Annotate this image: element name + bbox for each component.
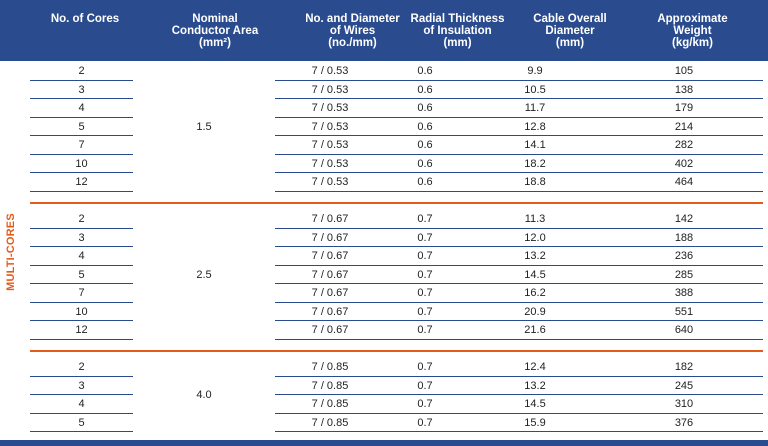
header-label: Nominal Conductor Area (mm²) <box>171 13 259 49</box>
cell-wires: 7 / 0.85 <box>311 416 349 429</box>
cell-insulation: 0.6 <box>417 65 433 77</box>
cell-cores: 2 <box>78 65 85 77</box>
cell-wires: 7 / 0.67 <box>311 268 349 281</box>
header-label: Cable Overall Diameter (mm) <box>533 13 607 49</box>
table-row <box>30 99 763 118</box>
cell-diameter: 14.5 <box>524 398 546 410</box>
cell-wires: 7 / 0.53 <box>311 102 349 114</box>
cell-insulation: 0.7 <box>417 416 433 429</box>
cell-insulation: 0.7 <box>417 361 433 373</box>
cell-diameter: 11.3 <box>524 213 546 225</box>
cell-wires: 7 / 0.67 <box>311 250 349 262</box>
cell-weight: 376 <box>674 416 694 429</box>
cell-diameter: 13.2 <box>524 250 546 262</box>
cell-wires: 7 / 0.53 <box>311 157 349 170</box>
cell-insulation: 0.6 <box>417 157 433 170</box>
table-row <box>30 321 763 340</box>
table-row <box>30 414 763 433</box>
table-row <box>30 229 763 248</box>
cell-weight: 138 <box>674 83 694 96</box>
group-separator <box>30 202 763 204</box>
cell-diameter: 20.9 <box>524 305 546 318</box>
cell-insulation: 0.7 <box>417 250 433 262</box>
cell-diameter: 11.7 <box>524 102 546 114</box>
cell-diameter: 15.9 <box>524 416 546 429</box>
group-separator <box>30 350 763 352</box>
table-row <box>30 81 763 100</box>
cell-cores: 12 <box>75 176 88 188</box>
cell-cores: 5 <box>78 416 85 429</box>
cell-wires: 7 / 0.53 <box>311 83 349 96</box>
row-rule <box>275 191 763 192</box>
cell-cores: 10 <box>75 157 88 170</box>
cell-wires: 7 / 0.67 <box>311 287 349 299</box>
cell-weight: 640 <box>674 324 694 336</box>
row-rule <box>275 339 763 340</box>
cell-diameter: 21.6 <box>524 324 546 336</box>
cell-cores: 3 <box>78 231 85 244</box>
cell-weight: 142 <box>674 213 694 225</box>
cell-diameter: 12.0 <box>524 231 546 244</box>
cell-wires: 7 / 0.53 <box>311 176 349 188</box>
cell-conductor-area: 2.5 <box>196 268 212 281</box>
table-row <box>30 62 763 81</box>
cell-diameter: 16.2 <box>524 287 546 299</box>
table-row <box>30 247 763 266</box>
header-label: Radial Thickness of Insulation (mm) <box>410 13 505 49</box>
cell-weight: 402 <box>674 157 694 170</box>
table-row <box>30 284 763 303</box>
table-header <box>0 0 768 61</box>
cell-insulation: 0.7 <box>417 268 433 281</box>
cell-insulation: 0.7 <box>417 213 433 225</box>
cell-wires: 7 / 0.85 <box>311 379 349 392</box>
cell-weight: 282 <box>674 139 694 151</box>
cell-conductor-area: 1.5 <box>196 120 212 133</box>
cell-weight: 179 <box>674 102 694 114</box>
cell-wires: 7 / 0.85 <box>311 361 349 373</box>
header-cores <box>20 0 150 61</box>
side-label-text: MULTI-CORES <box>5 213 17 291</box>
cell-insulation: 0.7 <box>417 305 433 318</box>
cell-insulation: 0.6 <box>417 176 433 188</box>
cell-wires: 7 / 0.53 <box>311 65 349 77</box>
table-row <box>30 303 763 322</box>
cell-weight: 214 <box>674 120 694 133</box>
table-row <box>30 155 763 174</box>
cell-weight: 285 <box>674 268 694 281</box>
cell-cores: 4 <box>78 102 85 114</box>
cell-cores: 5 <box>78 268 85 281</box>
cell-weight: 182 <box>674 361 694 373</box>
cell-cores: 7 <box>78 139 85 151</box>
cell-wires: 7 / 0.67 <box>311 305 349 318</box>
cell-diameter: 10.5 <box>524 83 546 96</box>
row-group <box>30 358 763 432</box>
cell-insulation: 0.7 <box>417 287 433 299</box>
cell-diameter: 12.8 <box>524 120 546 133</box>
cell-cores: 4 <box>78 250 85 262</box>
header-weight <box>630 0 755 61</box>
cell-insulation: 0.6 <box>417 139 433 151</box>
cell-wires: 7 / 0.67 <box>311 324 349 336</box>
cell-cores: 7 <box>78 287 85 299</box>
cell-wires: 7 / 0.85 <box>311 398 349 410</box>
cell-diameter: 14.5 <box>524 268 546 281</box>
cell-wires: 7 / 0.53 <box>311 139 349 151</box>
cell-weight: 245 <box>674 379 694 392</box>
cell-conductor-area: 4.0 <box>196 389 212 401</box>
header-insulation <box>400 0 515 61</box>
cell-insulation: 0.7 <box>417 379 433 392</box>
header-diameter <box>510 0 630 61</box>
row-rule <box>30 431 133 432</box>
cell-weight: 388 <box>674 287 694 299</box>
cell-wires: 7 / 0.67 <box>311 231 349 244</box>
table-row <box>30 358 763 377</box>
bottom-bar <box>0 440 768 446</box>
table-row <box>30 136 763 155</box>
cell-weight: 310 <box>674 398 694 410</box>
table-row <box>30 173 763 192</box>
row-rule <box>275 431 763 432</box>
cell-cores: 2 <box>78 361 85 373</box>
cell-weight: 188 <box>674 231 694 244</box>
cell-wires: 7 / 0.53 <box>311 120 349 133</box>
cell-cores: 2 <box>78 213 85 225</box>
row-group <box>30 210 763 340</box>
cell-insulation: 0.7 <box>417 324 433 336</box>
cell-cores: 3 <box>78 83 85 96</box>
cell-weight: 464 <box>674 176 694 188</box>
cell-cores: 10 <box>75 305 88 318</box>
cell-cores: 5 <box>78 120 85 133</box>
cell-insulation: 0.7 <box>417 231 433 244</box>
row-group <box>30 62 763 192</box>
table-row <box>30 210 763 229</box>
cell-cores: 12 <box>75 324 88 336</box>
table-body <box>0 62 768 442</box>
header-label: No. and Diameter of Wires (no./mm) <box>305 13 400 49</box>
cell-insulation: 0.6 <box>417 102 433 114</box>
cell-weight: 105 <box>674 65 694 77</box>
header-area <box>150 0 280 61</box>
cell-diameter: 9.9 <box>527 65 543 77</box>
cell-cores: 4 <box>78 398 85 410</box>
cell-diameter: 12.4 <box>524 361 546 373</box>
cell-weight: 236 <box>674 250 694 262</box>
header-label: No. of Cores <box>50 13 120 25</box>
cell-diameter: 18.2 <box>524 157 546 170</box>
cell-insulation: 0.7 <box>417 398 433 410</box>
cell-diameter: 18.8 <box>524 176 546 188</box>
cell-wires: 7 / 0.67 <box>311 213 349 225</box>
cell-cores: 3 <box>78 379 85 392</box>
cell-diameter: 14.1 <box>524 139 546 151</box>
cell-insulation: 0.6 <box>417 83 433 96</box>
cell-diameter: 13.2 <box>524 379 546 392</box>
row-rule <box>30 339 133 340</box>
cell-insulation: 0.6 <box>417 120 433 133</box>
cell-weight: 551 <box>674 305 694 318</box>
row-rule <box>30 191 133 192</box>
header-label: Approximate Weight (kg/km) <box>657 13 728 49</box>
